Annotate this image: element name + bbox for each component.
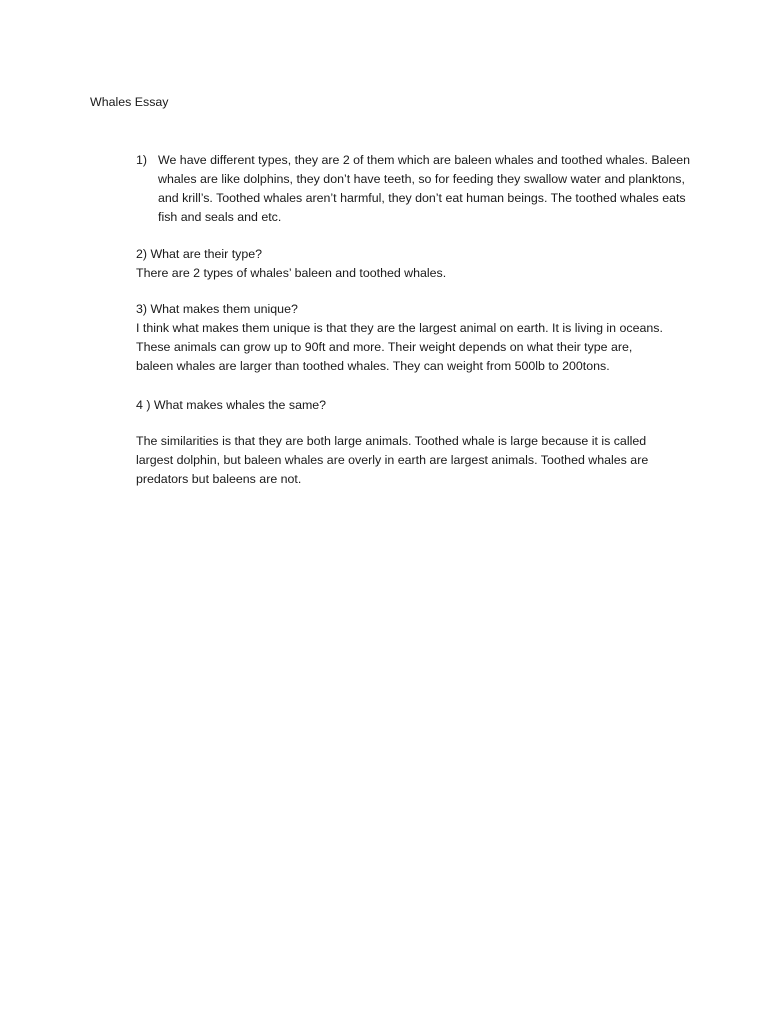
- answer-4-block: [136, 432, 706, 489]
- question-2-block: [136, 245, 706, 283]
- item-1-text: We have different types, they are 2 of them which are baleen whales and toothed whales. Baleen whales are like dolphins, they don’t have teeth, so for feeding they swallow water and planktons, and krill’s. Toothed whales aren’t harmful, they don’t eat human beings. The toothed whales eats fish and seals and etc.: [158, 153, 690, 224]
- question-3: 3) What makes them unique?: [136, 302, 298, 316]
- numbered-item-1: [136, 151, 696, 227]
- question-3-block: [136, 300, 706, 376]
- question-4-block: [136, 396, 706, 415]
- question-4: 4 ) What makes whales the same?: [136, 398, 327, 412]
- question-2: 2) What are their type?: [136, 247, 263, 261]
- answer-4-line: largest dolphin, but baleen whales are overly in earth are largest animals. Toothed whales are: [136, 453, 649, 467]
- document-title: Whales Essay: [90, 95, 169, 109]
- answer-2: There are 2 types of whales’ baleen and toothed whales.: [136, 266, 447, 280]
- answer-3-line: I think what makes them unique is that they are the largest animal on earth. It is living in oceans.: [136, 321, 663, 335]
- answer-3-line: These animals can grow up to 90ft and more. Their weight depends on what their type are,: [136, 340, 633, 354]
- answer-3-line: baleen whales are larger than toothed whales. They can weight from 500lb to 200tons.: [136, 359, 610, 373]
- answer-4-line: predators but baleens are not.: [136, 472, 302, 486]
- item-number: 1): [136, 153, 148, 167]
- answer-4-line: The similarities is that they are both large animals. Toothed whale is large because it is called: [136, 434, 647, 448]
